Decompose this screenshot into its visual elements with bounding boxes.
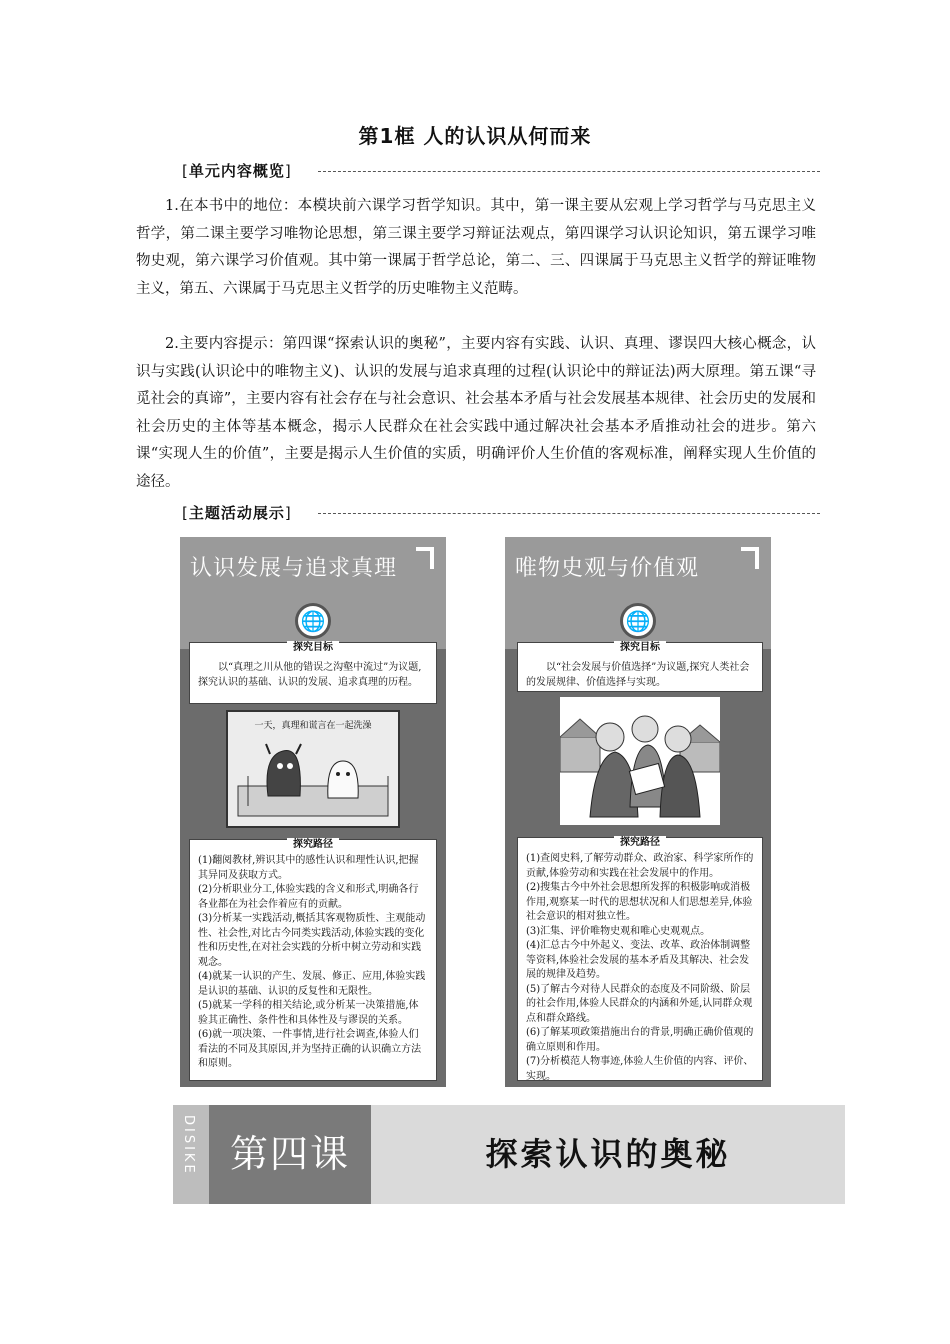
globe-icon: 🌐	[620, 603, 656, 639]
path-item: (2)搜集古今中外社会思想所发挥的积极影响或消极作用,观察某一时代的思想状况和人们思想差异,体验社会意识的相对独立性。	[526, 882, 753, 922]
globe-icon: 🌐	[295, 603, 331, 639]
goal-box	[517, 642, 763, 692]
path-box	[517, 837, 763, 1081]
people-illustration	[560, 697, 720, 825]
section-label: [ 主题活动展示 ]	[180, 502, 294, 523]
path-item: (3)分析某一实践活动,概括其客观物质性、主观能动性、社会性,对比古今同类实践活动,体验实践的变化性和历史性,在对社会实践的分析中树立劳动和实践观念。	[198, 913, 426, 968]
card-title: 认识发展与追求真理	[190, 556, 398, 581]
card-title: 唯物史观与价值观	[515, 556, 700, 581]
three-people-figure	[560, 697, 720, 825]
chapter-number: 第四课	[209, 1105, 371, 1204]
activity-card-right	[505, 537, 771, 1087]
chapter-name: 探索认识的奥秘	[485, 1135, 731, 1173]
path-label: 探究路径	[287, 838, 339, 853]
path-label: 探究路径	[614, 836, 666, 851]
corner-mark-icon	[741, 547, 759, 569]
dashed-rule	[318, 513, 820, 514]
cartoon-image	[226, 710, 400, 828]
section-header-activities	[180, 502, 820, 528]
goal-label: 探究目标	[287, 641, 339, 656]
paragraph-content-summary: 2.主要内容提示：第四课“探索认识的奥秘”，主要内容有实践、认识、真理、谬误四大核心概念，认识与实践(认识论中的唯物主义)、认识的发展与追求真理的过程(认识论中的辩证法)两大原理。第五课“寻觅社会的真谛”，主要内容有社会存在与社会意识、社会基本矛盾与社会发展基本规律、社会历史的发展和社会历史的主体等基本概念，揭示人民群众在社会实践中通过解决社会基本矛盾推动社会的进步。第六课“实现人生的价值”，主要是揭示人生价值的实质，明确评价人生价值的客观标准，阐释实现人生价值的途径。	[136, 336, 816, 490]
chapter-banner	[173, 1105, 845, 1204]
path-item: (1)翻阅教材,辨识其中的感性认识和理性认识,把握其异同及获取方式。	[198, 855, 419, 881]
page-title: 第1框 人的认识从何而来	[358, 124, 592, 148]
activity-card-left	[180, 537, 446, 1087]
corner-mark-icon	[416, 547, 434, 569]
path-item: (1)查阅史料,了解劳动群众、政治家、科学家所作的贡献,体验劳动和实践在社会发展中的作用。	[526, 853, 754, 879]
path-item: (6)就一项决策、一件事情,进行社会调查,体验人们看法的不同及其原因,并为坚持正确的认识确立方法和原则。	[198, 1029, 422, 1069]
goal-label: 探究目标	[614, 641, 666, 656]
path-item: (3)汇集、评价唯物史观和唯心史观观点。	[526, 925, 711, 937]
path-item: (5)就某一学科的相关结论,或分析某一决策措施,体验其正确性、条件性和具体性及与谬误的关系。	[198, 1000, 419, 1026]
path-item: (4)就某一认识的产生、发展、修正、应用,体验实践是认识的基础、认识的反复性和无限性。	[198, 971, 426, 997]
path-item: (7)分析模范人物事迹,体验人生价值的内容、评价、实现。	[526, 1056, 754, 1082]
path-item: (2)分析职业分工,体验实践的含义和形式,明确各行各业都在为社会作着应有的贡献。	[198, 884, 419, 910]
path-box	[189, 839, 437, 1081]
path-item: (6)了解某项政策措施出台的背景,明确正确价值观的确立原则和作用。	[526, 1027, 754, 1053]
chapter-side-text: DISIKE	[181, 1115, 196, 1176]
dashed-rule	[318, 171, 820, 172]
path-item: (4)汇总古今中外起义、变法、改革、政治体制调整等资料,体验社会发展的基本矛盾及其解决、社会发展的规律及趋势。	[526, 940, 751, 980]
paragraph-position: 1.在本书中的地位：本模块前六课学习哲学知识。其中，第一课主要从宏观上学习哲学与马克思主义哲学，第二课主要学习唯物论思想，第三课主要学习辩证法观点，第四课学习认识论知识，第五课学习唯物史观，第六课学习价值观。其中第一课属于哲学总论，第二、三、四课属于马克思主义哲学的辩证唯物主义，第五、六课属于马克思主义哲学的历史唯物主义范畴。	[136, 198, 816, 297]
section-label: [ 单元内容概览 ]	[180, 160, 294, 181]
goal-box	[189, 642, 437, 704]
cartoon-caption: 一天，真理和谎言在一起洗澡	[254, 721, 372, 731]
goal-text: 以“社会发展与价值选择”为议题,探究人类社会的发展规律、价值选择与实现。	[526, 662, 750, 688]
bath-cartoon-figure	[228, 716, 398, 826]
goal-text: 以“真理之川从他的错误之沟壑中流过”为议题,探究认识的基础、认识的发展、追求真理的历程。	[198, 662, 422, 688]
path-item: (5)了解古今对待人民群众的态度及不同阶级、阶层的社会作用,体验人民群众的内涵和外延,认同群众观点和群众路线。	[526, 983, 753, 1024]
section-header-overview	[180, 160, 820, 186]
